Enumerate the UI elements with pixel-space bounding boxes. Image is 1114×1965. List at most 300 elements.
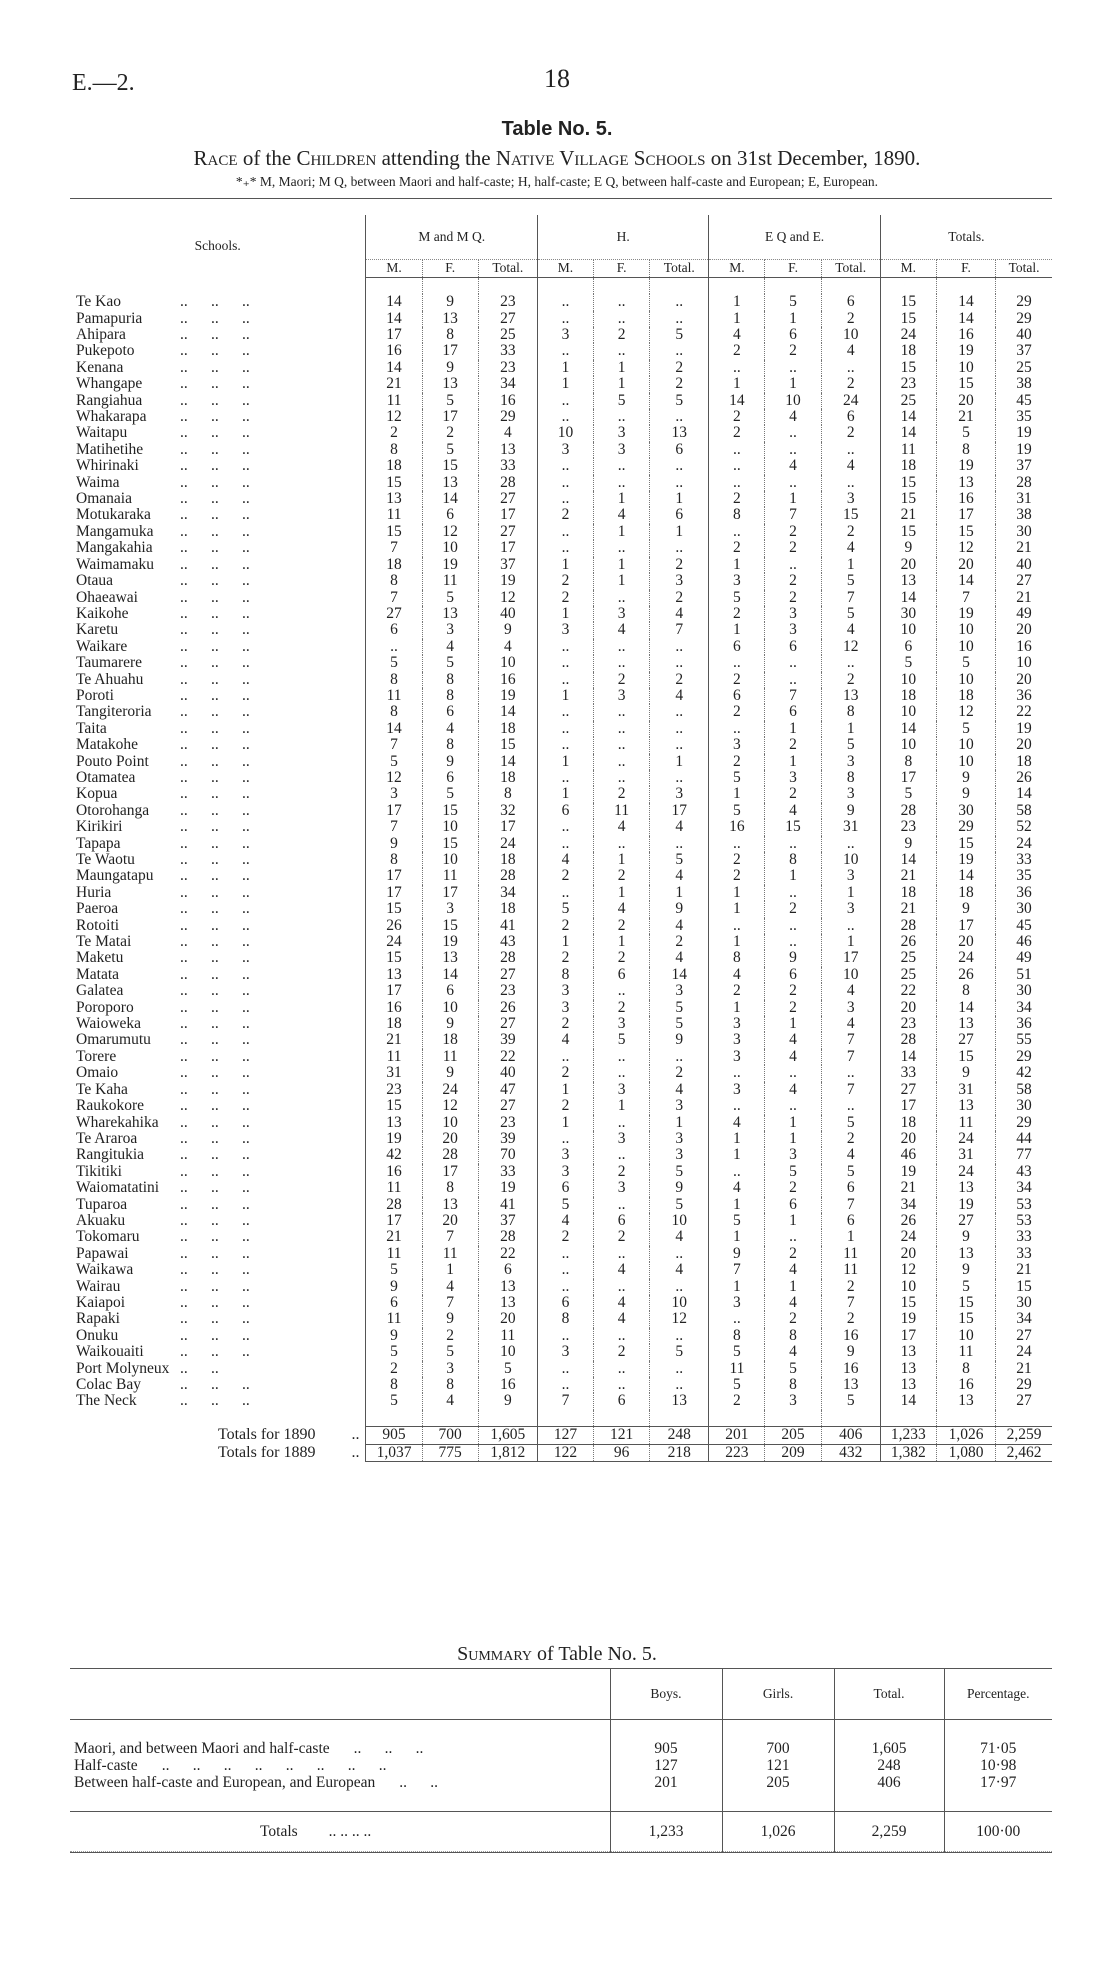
table-cell: 9 [650, 901, 709, 917]
school-label: Kaiapoi [76, 1294, 126, 1311]
table-cell: 8 [422, 688, 478, 704]
school-name [70, 606, 366, 622]
table-cell: .. [594, 540, 650, 556]
totals-cell: 223 [709, 1444, 765, 1461]
school-name [70, 343, 366, 359]
table-cell: 47 [478, 1082, 537, 1098]
table-cell: 29 [996, 311, 1052, 327]
table-cell: 11 [366, 393, 422, 409]
school-name [70, 1262, 366, 1278]
table-cell: 14 [880, 425, 936, 441]
table-cell: .. [650, 836, 709, 852]
table-cell: 4 [594, 819, 650, 835]
table-cell: 1 [650, 885, 709, 901]
totals-cell: 248 [650, 1427, 709, 1444]
table-cell: 37 [996, 458, 1052, 474]
table-cell: 17 [936, 918, 995, 934]
table-cell: 4 [765, 803, 821, 819]
table-cell: 6 [422, 507, 478, 523]
table-row [70, 1377, 1052, 1393]
table-cell: 1 [537, 754, 593, 770]
table-cell: 10 [880, 622, 936, 638]
table-cell: 14 [880, 852, 936, 868]
table-cell: 3 [650, 573, 709, 589]
table-cell: 4 [765, 409, 821, 425]
table-cell: .. [709, 524, 765, 540]
school-name [70, 1082, 366, 1098]
table-cell: 2 [821, 672, 880, 688]
table-cell: 1 [537, 1082, 593, 1098]
table-cell: 23 [880, 819, 936, 835]
table-cell: 3 [650, 1131, 709, 1147]
school-label: Rotoiti [76, 917, 120, 934]
table-cell: 3 [537, 442, 593, 458]
table-cell: 3 [765, 770, 821, 786]
table-cell: 4 [709, 967, 765, 983]
table-cell: 21 [880, 507, 936, 523]
table-cell: 33 [478, 343, 537, 359]
school-label: Galatea [76, 983, 124, 1000]
summary-cell: 201 [610, 1774, 722, 1791]
table-cell: 35 [996, 868, 1052, 884]
school-name [70, 1328, 366, 1344]
table-cell: 1 [821, 721, 880, 737]
table-cell: 53 [996, 1213, 1052, 1229]
table-cell: 21 [996, 1361, 1052, 1377]
table-cell: 23 [478, 983, 537, 999]
table-cell: 10 [880, 737, 936, 753]
totals-label-text: Totals for 1889 [217, 1444, 316, 1461]
table-row [70, 639, 1052, 655]
table-cell: 2 [709, 672, 765, 688]
table-cell: 1 [594, 491, 650, 507]
subheader-m: M. [709, 260, 765, 277]
leader-dots: .. .. .. [180, 441, 250, 458]
table-cell: 15 [880, 294, 936, 310]
totals-cell: 432 [821, 1444, 880, 1461]
table-cell: .. [537, 1246, 593, 1262]
table-cell: 8 [366, 704, 422, 720]
table-cell: 3 [709, 1295, 765, 1311]
school-name [70, 1016, 366, 1032]
table-cell: .. [594, 770, 650, 786]
table-cell: 3 [650, 786, 709, 802]
summary-body [70, 1720, 1052, 1812]
table-cell: 1 [709, 1000, 765, 1016]
school-name [70, 491, 366, 507]
table-cell: 4 [537, 1213, 593, 1229]
table-cell: 1 [709, 1229, 765, 1245]
table-cell: .. [821, 836, 880, 852]
summary-cell: 127 [610, 1757, 722, 1774]
table-cell: 10 [422, 852, 478, 868]
table-cell: 8 [537, 1311, 593, 1327]
summary-cell: 121 [722, 1757, 834, 1774]
table-cell: .. [537, 737, 593, 753]
school-name [70, 803, 366, 819]
table-cell: .. [765, 1229, 821, 1245]
table-cell: 3 [594, 425, 650, 441]
table-cell: 2 [537, 573, 593, 589]
table-cell: 3 [537, 622, 593, 638]
table-cell: 18 [936, 885, 995, 901]
school-label: Whirinaki [76, 458, 139, 475]
totals-cell: 406 [821, 1427, 880, 1444]
table-cell: 14 [880, 1393, 936, 1409]
table-cell: 2 [821, 425, 880, 441]
table-cell: 9 [936, 770, 995, 786]
race-table-wrapper [70, 198, 1052, 1462]
leader-dots: .. .. .. [180, 671, 250, 688]
subheader-total: Total. [996, 260, 1052, 277]
leader-dots: .. .. .. [180, 934, 250, 951]
school-label: Motukaraka [76, 507, 151, 524]
table-cell: 46 [880, 1147, 936, 1163]
totals-label [70, 1427, 366, 1444]
table-cell: 1 [650, 754, 709, 770]
table-cell: 7 [821, 1197, 880, 1213]
school-label: Te Ahuahu [76, 671, 144, 688]
table-cell: 42 [366, 1147, 422, 1163]
table-cell: 11 [709, 1361, 765, 1377]
leader-dots: .. .. .. [180, 819, 250, 836]
table-cell: 2 [709, 491, 765, 507]
school-label: Waikawa [76, 1262, 134, 1279]
table-cell: 2 [594, 950, 650, 966]
school-name [70, 1180, 366, 1196]
table-title: Table No. 5. [501, 118, 613, 140]
table-cell: .. [594, 704, 650, 720]
table-cell: 2 [594, 327, 650, 343]
table-cell: 15 [936, 836, 995, 852]
table-cell: 17 [478, 540, 537, 556]
school-label: Taumarere [76, 655, 143, 672]
school-label: Rangitukia [76, 1147, 145, 1164]
table-cell: 3 [537, 327, 593, 343]
school-name [70, 1213, 366, 1229]
table-cell: 5 [537, 901, 593, 917]
totals-cell: 127 [537, 1427, 593, 1444]
table-cell: 2 [709, 343, 765, 359]
table-cell: .. [537, 409, 593, 425]
leader-dots: .. .. .. [180, 917, 250, 934]
school-label: Papawai [76, 1245, 129, 1262]
table-cell: 17 [478, 819, 537, 835]
table-cell: .. [537, 311, 593, 327]
table-cell: 3 [709, 737, 765, 753]
table-cell: 4 [821, 540, 880, 556]
summary-header-total: Total. [834, 1669, 944, 1720]
table-cell: 28 [478, 868, 537, 884]
table-cell: 3 [422, 1361, 478, 1377]
leader-dots: .. [351, 1444, 360, 1461]
summary-total-row [70, 1812, 1052, 1853]
table-cell: 9 [880, 836, 936, 852]
school-label: The Neck [76, 1393, 137, 1410]
table-cell: 2 [765, 1180, 821, 1196]
table-cell: 5 [821, 1164, 880, 1180]
table-cell: 4 [650, 1262, 709, 1278]
table-cell: 77 [996, 1147, 1052, 1163]
table-row [70, 803, 1052, 819]
table-cell: 28 [478, 475, 537, 491]
table-cell: 11 [366, 1049, 422, 1065]
school-name [70, 507, 366, 523]
table-cell: .. [537, 655, 593, 671]
table-cell: 10 [422, 1000, 478, 1016]
table-cell: .. [537, 819, 593, 835]
table-cell: 4 [709, 1180, 765, 1196]
table-cell: .. [594, 294, 650, 310]
table-cell: 41 [478, 918, 537, 934]
table-cell: .. [709, 1065, 765, 1081]
table-row [70, 688, 1052, 704]
table-cell: .. [594, 1361, 650, 1377]
table-cell: 3 [537, 1000, 593, 1016]
table-cell: 11 [422, 868, 478, 884]
table-cell: 6 [765, 327, 821, 343]
table-cell: 8 [366, 573, 422, 589]
table-cell: 39 [478, 1032, 537, 1048]
table-cell: 13 [880, 1377, 936, 1393]
school-label: Pukepoto [76, 343, 135, 360]
table-cell: 2 [821, 376, 880, 392]
school-label: Te Matai [76, 934, 132, 951]
table-cell: 15 [366, 950, 422, 966]
table-row [70, 294, 1052, 310]
school-label: Paeroa [76, 901, 119, 918]
school-name [70, 1098, 366, 1114]
subheader-f: F. [594, 260, 650, 277]
table-cell: 15 [880, 475, 936, 491]
table-cell: 10 [821, 852, 880, 868]
table-cell: 1 [422, 1262, 478, 1278]
table-cell: 24 [936, 1164, 995, 1180]
table-cell: 1 [709, 294, 765, 310]
school-label: Pouto Point [76, 753, 149, 770]
table-cell: 2 [709, 540, 765, 556]
school-label: Poroti [76, 687, 114, 704]
table-cell: 2 [594, 868, 650, 884]
leader-dots: .. .. .. [180, 1065, 250, 1082]
school-name [70, 1361, 366, 1377]
leader-dots: .. .. .. [180, 458, 250, 475]
subheader-f: F. [422, 260, 478, 277]
school-label: Mangamuka [76, 523, 154, 540]
table-cell: 28 [996, 475, 1052, 491]
table-row [70, 442, 1052, 458]
school-label: Ahipara [76, 327, 126, 343]
table-cell: .. [650, 540, 709, 556]
table-cell: .. [650, 475, 709, 491]
table-cell: 70 [478, 1147, 537, 1163]
leader-dots: .. .. .. [180, 1229, 250, 1246]
summary-title-word: Summary [457, 1643, 533, 1665]
end-rule [70, 1851, 1052, 1852]
table-cell: .. [594, 721, 650, 737]
summary-title [0, 1643, 1114, 1666]
totals-cell: 201 [709, 1427, 765, 1444]
table-cell: 19 [478, 1180, 537, 1196]
table-row [70, 557, 1052, 573]
subheader-total: Total. [478, 260, 537, 277]
table-cell: 3 [821, 901, 880, 917]
summary-title-rest: of Table No. 5. [532, 1643, 657, 1665]
school-name [70, 1164, 366, 1180]
summary-header-girls: Girls. [722, 1669, 834, 1720]
leader-dots: .. .. .. [180, 983, 250, 1000]
school-name [70, 1246, 366, 1262]
table-row [70, 721, 1052, 737]
table-cell: 5 [821, 1115, 880, 1131]
table-cell: 10 [478, 655, 537, 671]
table-cell: 1 [709, 1147, 765, 1163]
subtitle-schools: Native Village Schools [495, 146, 706, 170]
table-cell: 4 [422, 1393, 478, 1409]
table-cell: 3 [709, 1032, 765, 1048]
table-cell: 4 [594, 1311, 650, 1327]
table-cell: 21 [996, 540, 1052, 556]
school-label: Omanaia [76, 491, 132, 508]
table-cell: 24 [936, 1131, 995, 1147]
table-cell: 5 [936, 1279, 995, 1295]
table-cell: 23 [880, 376, 936, 392]
school-name [70, 688, 366, 704]
table-cell: 13 [936, 1246, 995, 1262]
table-row [70, 1016, 1052, 1032]
table-cell: 13 [366, 491, 422, 507]
school-label: Te Waotu [76, 852, 135, 868]
table-cell: 4 [650, 688, 709, 704]
table-cell: 24 [996, 836, 1052, 852]
table-cell: 31 [821, 819, 880, 835]
table-cell: 15 [880, 311, 936, 327]
table-cell: 4 [594, 1295, 650, 1311]
table-cell: 2 [594, 918, 650, 934]
table-cell: .. [709, 1164, 765, 1180]
table-cell: 34 [996, 1180, 1052, 1196]
school-name [70, 557, 366, 573]
table-cell: 42 [996, 1065, 1052, 1081]
summary-cell: 205 [722, 1774, 834, 1791]
table-cell: 13 [478, 1279, 537, 1295]
table-cell: .. [821, 360, 880, 376]
leader-dots: .. .. .. [180, 1032, 250, 1049]
table-row [70, 475, 1052, 491]
table-cell: 9 [765, 950, 821, 966]
leader-dots: .. .. .. [180, 884, 250, 901]
table-cell: 31 [996, 491, 1052, 507]
table-cell: .. [594, 655, 650, 671]
table-cell: 21 [366, 1229, 422, 1245]
table-cell: 7 [650, 622, 709, 638]
school-label: Te Kao [76, 294, 121, 311]
table-cell: 2 [422, 425, 478, 441]
table-row [70, 1115, 1052, 1131]
table-cell: .. [537, 770, 593, 786]
table-cell: 4 [650, 918, 709, 934]
table-cell: 2 [594, 1000, 650, 1016]
table-cell: 2 [709, 1393, 765, 1409]
group-header-m-and-mq: M and M Q. [366, 215, 537, 260]
table-row [70, 1098, 1052, 1114]
table-cell: 23 [478, 294, 537, 310]
table-cell: 25 [478, 327, 537, 343]
table-cell: 18 [880, 343, 936, 359]
table-cell: 27 [996, 1328, 1052, 1344]
table-cell: 20 [936, 393, 995, 409]
table-cell: 6 [422, 983, 478, 999]
table-cell: .. [650, 311, 709, 327]
table-cell: 13 [422, 475, 478, 491]
table-cell: 13 [821, 1377, 880, 1393]
totals-cell: 1,812 [478, 1444, 537, 1461]
table-cell: 10 [821, 967, 880, 983]
totals-cell: 121 [594, 1427, 650, 1444]
table-cell: 8 [366, 852, 422, 868]
table-row [70, 1344, 1052, 1360]
table-cell: 40 [996, 557, 1052, 573]
leader-dots: .. .. .. [180, 409, 250, 426]
summary-total-boys: 1,233 [610, 1812, 722, 1853]
table-cell: 4 [650, 606, 709, 622]
table-cell: 5 [366, 754, 422, 770]
table-cell: 19 [478, 573, 537, 589]
table-cell: 53 [996, 1197, 1052, 1213]
school-label: Tuparoa [76, 1196, 128, 1213]
table-cell: .. [594, 1279, 650, 1295]
table-cell: 34 [478, 885, 537, 901]
table-cell: 13 [650, 1393, 709, 1409]
table-cell: .. [765, 655, 821, 671]
summary-label-header [70, 1669, 610, 1720]
summary-header-boys: Boys. [610, 1669, 722, 1720]
school-label: Waiomatatini [76, 1180, 160, 1197]
table-cell: 11 [478, 1328, 537, 1344]
table-cell: 15 [880, 360, 936, 376]
table-cell: 11 [366, 1246, 422, 1262]
table-cell: 15 [765, 819, 821, 835]
table-cell: 13 [422, 376, 478, 392]
table-row [70, 704, 1052, 720]
table-cell: 10 [422, 1115, 478, 1131]
table-cell: 17 [936, 507, 995, 523]
table-cell: 3 [537, 1164, 593, 1180]
table-cell: 41 [478, 1197, 537, 1213]
school-label: Matakohe [76, 737, 138, 754]
leader-dots: .. .. .. [180, 1130, 250, 1147]
table-cell: 20 [880, 1000, 936, 1016]
table-cell: 4 [537, 1032, 593, 1048]
table-cell: 3 [594, 606, 650, 622]
table-cell: 10 [936, 1328, 995, 1344]
table-cell: 10 [936, 737, 995, 753]
table-cell: 3 [821, 868, 880, 884]
table-cell: 12 [880, 1262, 936, 1278]
table-cell: 22 [478, 1049, 537, 1065]
table-cell: 24 [880, 327, 936, 343]
table-cell: 1 [594, 376, 650, 392]
table-cell: 36 [996, 688, 1052, 704]
school-name [70, 1377, 366, 1393]
table-cell: 6 [821, 409, 880, 425]
table-cell: 17 [366, 868, 422, 884]
table-cell: 2 [765, 737, 821, 753]
table-cell: 1 [594, 1098, 650, 1114]
leader-dots: .. .. [399, 1774, 439, 1791]
table-cell: 4 [709, 327, 765, 343]
table-cell: 9 [422, 294, 478, 310]
